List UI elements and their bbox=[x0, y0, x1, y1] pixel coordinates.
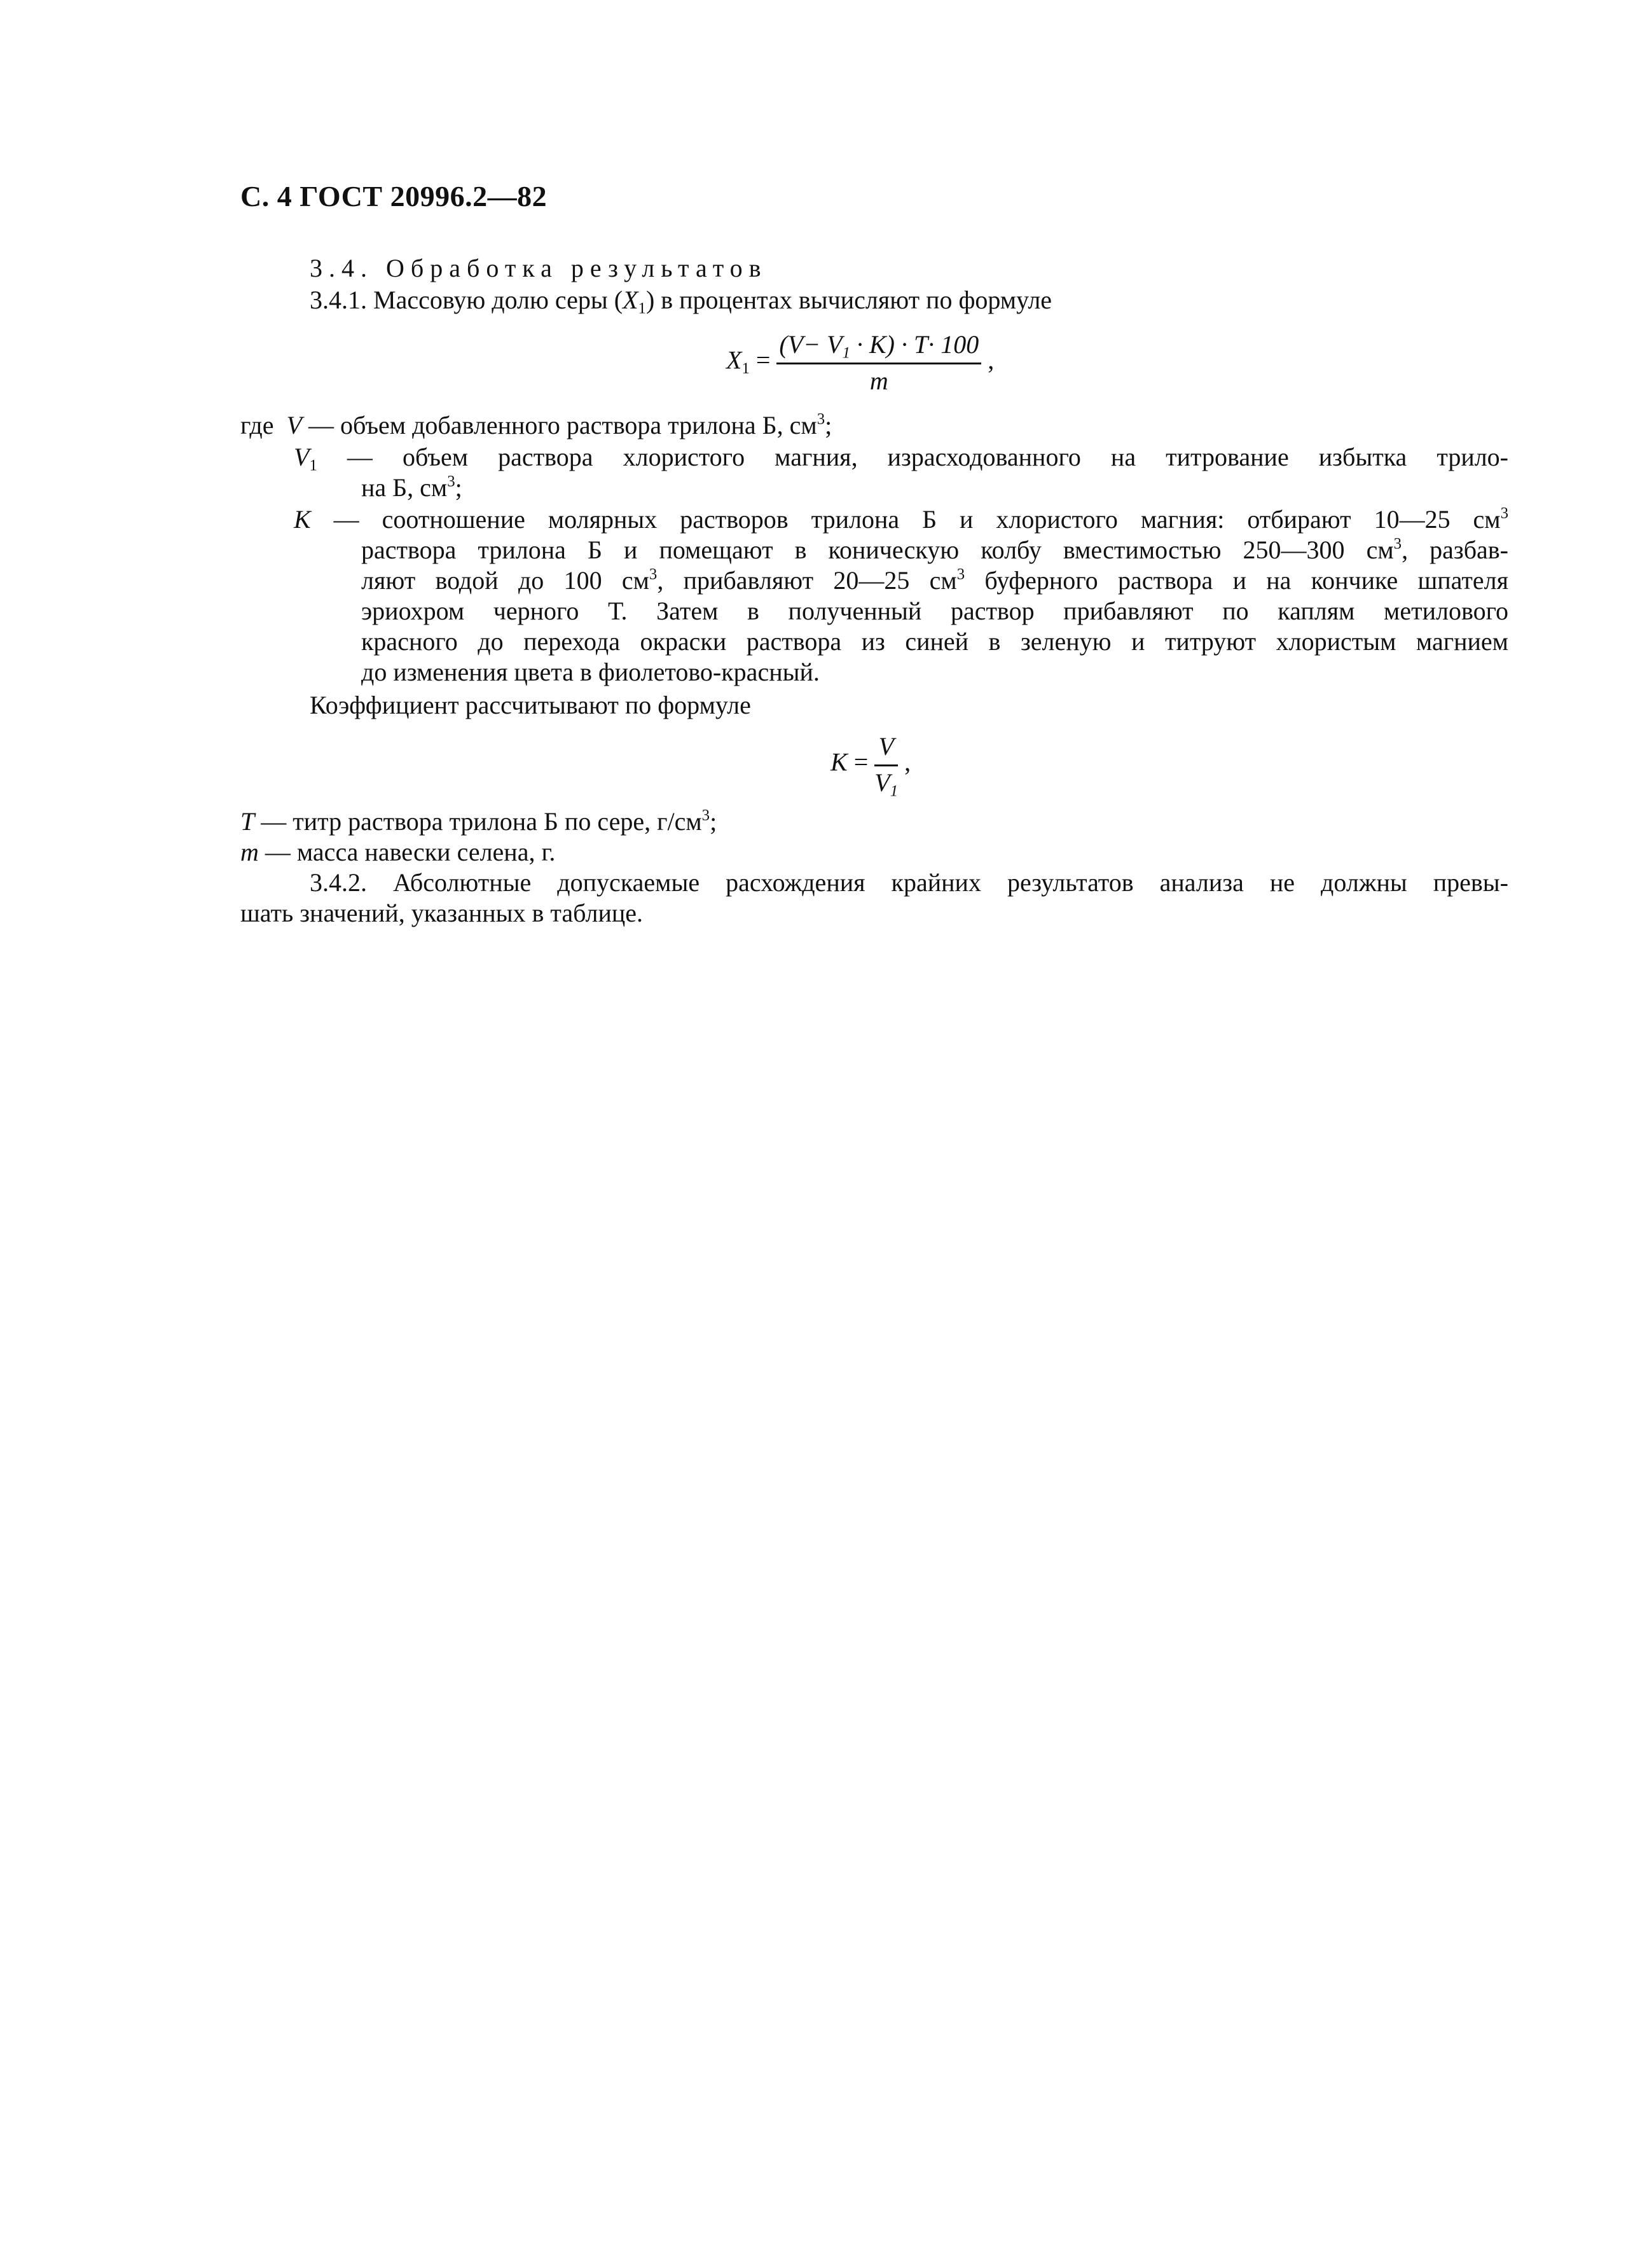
formula-k: K = $\frac{V}{V_1}$ , bbox=[830, 732, 911, 800]
formula-k-fraction bbox=[874, 731, 898, 798]
formula-k-denominator: $V_1$ bbox=[874, 768, 899, 800]
formula-x1 bbox=[726, 329, 994, 396]
definition-t: T — титр раствора трилона Б по сере, $г/см^3$; bbox=[240, 806, 717, 836]
formula-lhs-sub: 1 bbox=[741, 360, 750, 378]
paragraph-text: Массовую долю серы ( bbox=[373, 286, 623, 314]
formula-k-numerator: V bbox=[874, 731, 898, 766]
where-k-line5: красного до перехода окраски раствора из синей в зеленую и титруют хлористым магнием bbox=[361, 627, 1508, 656]
section-title-text: 3.4. Обработка результатов bbox=[310, 254, 768, 282]
section-title bbox=[310, 253, 768, 284]
paragraph-text-after: ) в процентах вычисляют по формуле bbox=[645, 286, 1052, 314]
where-v1 bbox=[294, 442, 1508, 473]
where-k-line3: ляют водой до 100 $см^3$, прибавляют 20—25 $см^3$ буферного раствора и на кончике шпателя bbox=[361, 565, 1508, 595]
paragraph-3-4-2-line2: шать значений, указанных в таблице. bbox=[240, 899, 644, 927]
formula-lhs: X bbox=[726, 345, 742, 375]
paragraph-3-4-2-line1: 3.4.2. Абсолютные допускаемые расхождения крайних результатов анализа не должны превы- bbox=[310, 868, 1508, 897]
where-k-line2: раствора трилона Б и помещают в коническую колбу вместимостью 250—300 $см^3$, разбав- bbox=[361, 535, 1509, 564]
formula-eq: = bbox=[755, 345, 771, 375]
coef-text: Коэффициент рассчитывают по формуле bbox=[310, 691, 751, 719]
formula-fraction bbox=[776, 329, 981, 396]
where-v1-line1: $V_1$ — объем раствора хлористого магния, израсходованного на титрование избытка трило- bbox=[294, 443, 1509, 474]
var-x: X bbox=[623, 286, 638, 314]
where-prefix: где bbox=[240, 411, 274, 439]
where-k-line6: до изменения цвета в фиолетово-красный. bbox=[361, 658, 820, 686]
where-k-line1: K — соотношение молярных растворов трилона Б и хлористого магния: отбирают 10—25 $см^3$ bbox=[294, 504, 1509, 534]
paragraph-3-4-1 bbox=[310, 285, 1052, 315]
definition-m: m — масса навески селена, г. bbox=[240, 838, 556, 866]
where-v1-line2: на Б, $см^3$; bbox=[361, 473, 462, 502]
var-x-sub: 1 bbox=[638, 300, 646, 317]
paragraph-number: 3.4.1. bbox=[310, 286, 367, 314]
symbol-v: V bbox=[286, 411, 302, 439]
where-k-line4: эриохром черного Т. Затем в полученный раствор прибавляют по каплям метилового bbox=[361, 597, 1508, 625]
formula-denominator: m bbox=[869, 366, 888, 395]
page-header: С. 4 ГОСТ 20996.2—82 bbox=[240, 180, 548, 212]
where-v: где V — объем добавленного раствора трилона Б, $см^3$; bbox=[240, 410, 832, 439]
formula-trail: , bbox=[988, 345, 995, 375]
formula-numerator: $(V- V_1 \cdot K) \cdot T\cdot 100$ bbox=[776, 329, 981, 364]
